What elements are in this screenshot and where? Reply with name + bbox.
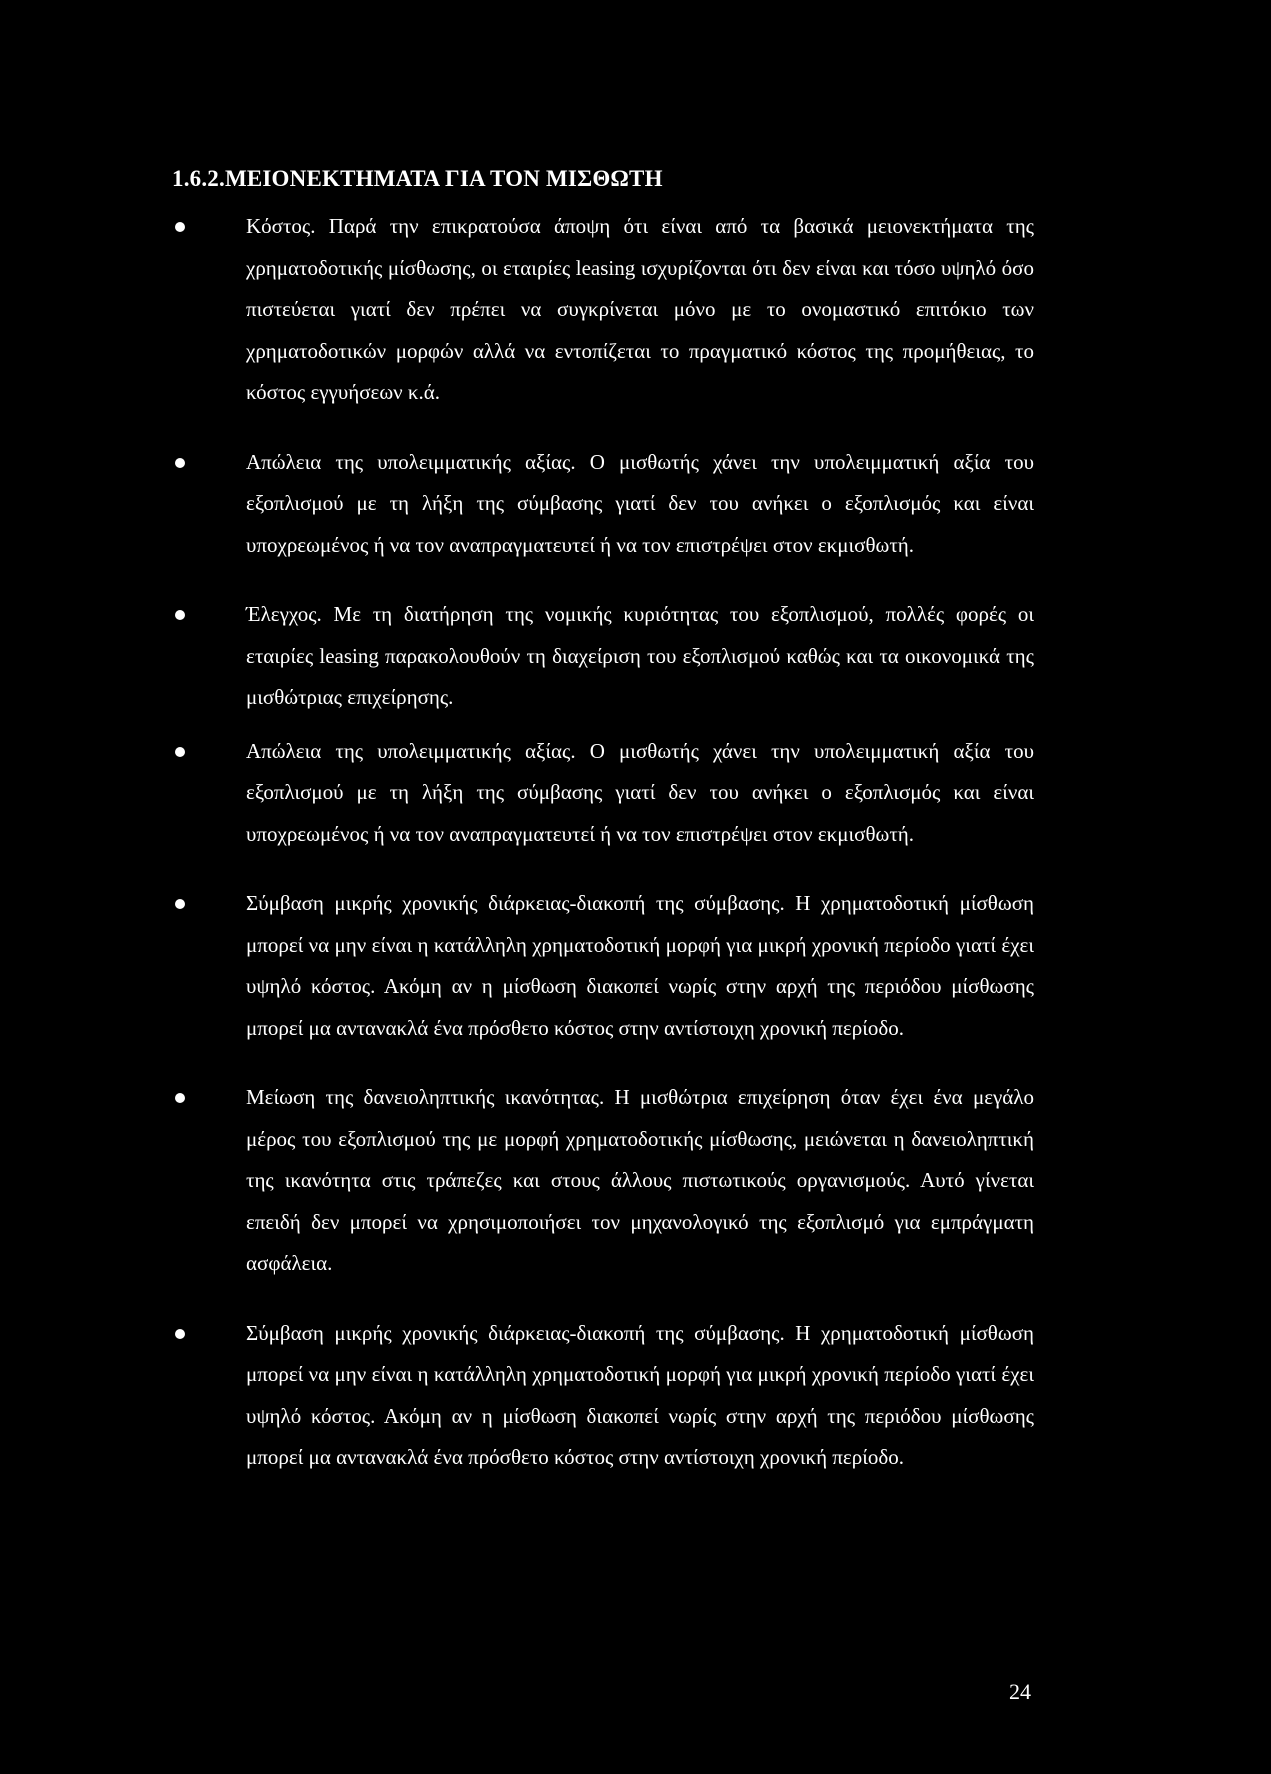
list-item-text: Απώλεια της υπολειμματικής αξίας. Ο μισθωτής χάνει την υπολειμματική αξία του εξοπλισμού με τη λήξη της σύμβασης γιατί δεν του ανήκει ο εξοπλισμός και είναι υποχρεωμένος ή να τον αναπραγματευτεί ή να τον επιστρέψει στον εκμισθωτή. <box>246 738 1034 846</box>
list-item-text: Σύμβαση μικρής χρονικής διάρκειας-διακοπή της σύμβασης. Η χρηματοδοτική μίσθωση μπορεί να μην είναι η κατάλληλη χρηματοδοτική μορφή για μικρή χρονική περίοδο γιατί έχει υψηλό κόστος. Ακόμη αν η μίσθωση διακοπεί νωρίς στην αρχή της περιόδου μίσθωσης μπορεί μα αντανακλά ένα πρόσθετο κόστος στην αντίστοιχη χρονική περίοδο. <box>246 891 1034 1040</box>
bullet-icon <box>175 458 185 468</box>
page-number: 24 <box>1009 1679 1031 1704</box>
list-item <box>172 442 1034 567</box>
bullet-list <box>172 206 1034 1479</box>
bullet-icon <box>175 1093 185 1103</box>
list-item-text: Κόστος. Παρά την επικρατούσα άποψη ότι είναι από τα βασικά μειονεκτήματα της χρηματοδοτικής μίσθωσης, οι εταιρίες leasing ισχυρίζονται ότι δεν είναι και τόσο υψηλό όσο πιστεύεται γιατί δεν πρέπει να συγκρίνεται μόνο με το ονομαστικό επιτόκιο των χρηματοδοτικών μορφών αλλά να εντοπίζεται το πραγματικό κόστος της προμήθειας, το κόστος εγγυήσεων κ.ά. <box>246 214 1034 404</box>
bullet-icon <box>175 1329 185 1339</box>
list-item <box>172 731 1034 856</box>
list-item-text: Μείωση της δανειοληπτικής ικανότητας. Η μισθώτρια επιχείρηση όταν έχει ένα μεγάλο μέρος του εξοπλισμού της με μορφή χρηματοδοτικής μίσθωσης, μειώνεται η δανειοληπτική της ικανότητα στις τράπεζες και στους άλλους πιστωτικούς οργανισμούς. Αυτό γίνεται επειδή δεν μπορεί να χρησιμοποιήσει τον μηχανολογικό της εξοπλισμό για εμπράγματη ασφάλεια. <box>246 1085 1034 1275</box>
list-item <box>172 206 1034 414</box>
section-heading: 1.6.2.ΜΕΙΟΝΕΚΤΗΜΑΤΑ ΓΙΑ ΤΟΝ ΜΙΣΘΩΤΗ <box>172 166 663 191</box>
list-item-text: Απώλεια της υπολειμματικής αξίας. Ο μισθωτής χάνει την υπολειμματική αξία του εξοπλισμού με τη λήξη της σύμβασης γιατί δεν του ανήκει ο εξοπλισμός και είναι υποχρεωμένος ή να τον αναπραγματευτεί ή να τον επιστρέψει στον εκμισθωτή. <box>246 449 1034 557</box>
bullet-icon <box>175 899 185 909</box>
list-item-text: Έλεγχος. Με τη διατήρηση της νομικής κυριότητας του εξοπλισμού, πολλές φορές οι εταιρίες leasing παρακολουθούν τη διαχείριση του εξοπλισμού καθώς και τα οικονομικά της μισθώτριας επιχείρησης. <box>246 602 1034 709</box>
list-item <box>172 1077 1034 1285</box>
list-item <box>172 883 1034 1049</box>
list-item-text: Σύμβαση μικρής χρονικής διάρκειας-διακοπή της σύμβασης. Η χρηματοδοτική μίσθωση μπορεί να μην είναι η κατάλληλη χρηματοδοτική μορφή για μικρή χρονική περίοδο γιατί έχει υψηλό κόστος. Ακόμη αν η μίσθωση διακοπεί νωρίς στην αρχή της περιόδου μίσθωσης μπορεί μα αντανακλά ένα πρόσθετο κόστος στην αντίστοιχη χρονική περίοδο. <box>246 1320 1034 1469</box>
list-item <box>172 594 1034 719</box>
list-item <box>172 1313 1034 1479</box>
bullet-icon <box>175 222 185 232</box>
bullet-icon <box>175 747 185 757</box>
bullet-icon <box>175 610 185 620</box>
